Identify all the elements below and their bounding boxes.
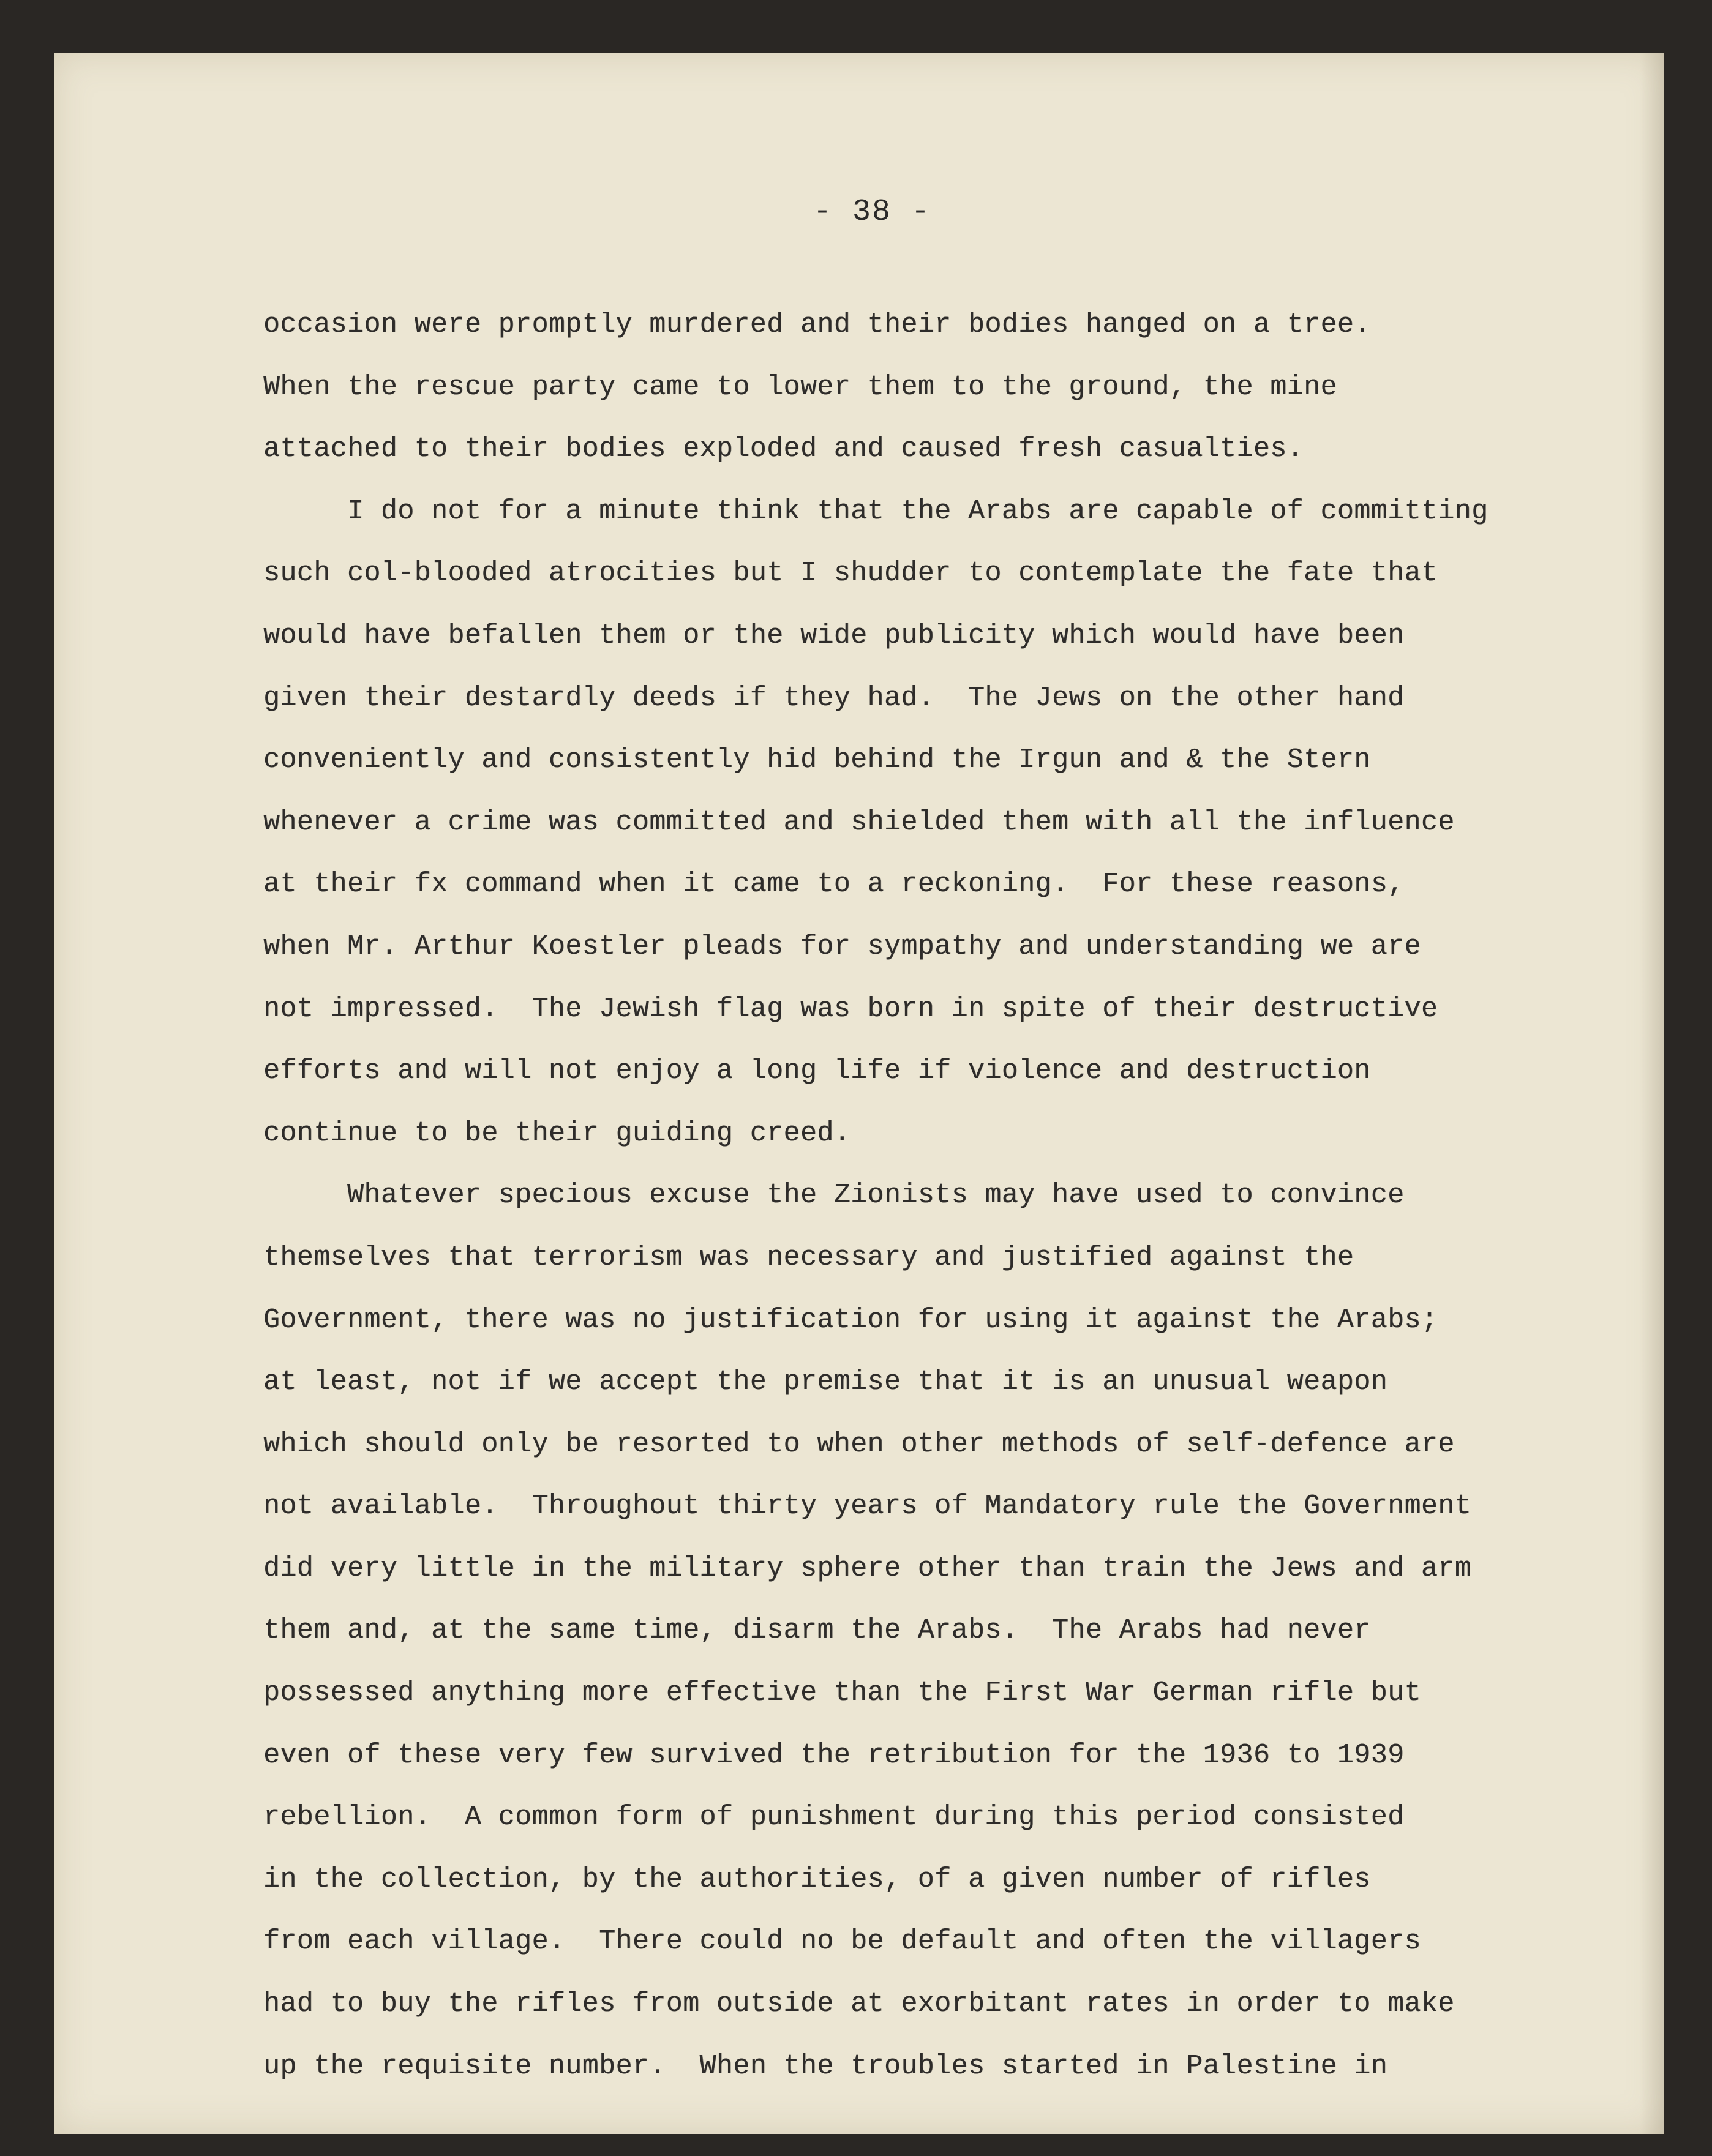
text-line: not impressed. The Jewish flag was born in spite of their destructive <box>263 993 1438 1025</box>
text-line: not available. Throughout thirty years of Mandatory rule the Government <box>263 1491 1472 1522</box>
text-line: did very little in the military sphere other than train the Jews and arm <box>263 1552 1472 1584</box>
text-line: I do not for a minute think that the Arabs are capable of committing <box>263 495 1489 527</box>
text-line: at least, not if we accept the premise that it is an unusual weapon <box>263 1366 1388 1398</box>
text-line: had to buy the rifles from outside at exorbitant rates in order to make <box>263 1988 1455 2020</box>
text-line: occasion were promptly murdered and their bodies hanged on a tree. <box>263 309 1371 340</box>
text-line: continue to be their guiding creed. <box>263 1117 851 1149</box>
text-line: When the rescue party came to lower them to the ground, the mine <box>263 371 1337 403</box>
document-page <box>54 53 1664 2134</box>
text-line: would have befallen them or the wide publicity which would have been <box>263 619 1405 651</box>
text-line: them and, at the same time, disarm the Arabs. The Arabs had never <box>263 1615 1371 1647</box>
text-line: Whatever specious excuse the Zionists may have used to convince <box>263 1180 1405 1211</box>
text-line: in the collection, by the authorities, of a given number of rifles <box>263 1863 1371 1895</box>
text-line: whenever a crime was committed and shielded them with all the influence <box>263 806 1455 838</box>
text-line: when Mr. Arthur Koestler pleads for sympathy and understanding we are <box>263 930 1421 962</box>
body-text <box>263 294 1684 2097</box>
page-number: - 38 - <box>813 195 931 230</box>
text-line: rebellion. A common form of punishment during this period consisted <box>263 1802 1405 1833</box>
text-line: which should only be resorted to when other methods of self-defence are <box>263 1428 1455 1460</box>
text-line: themselves that terrorism was necessary and justified against the <box>263 1241 1354 1273</box>
text-line: given their destardly deeds if they had. The Jews on the other hand <box>263 682 1405 714</box>
text-line: conveniently and consistently hid behind the Irgun and & the Stern <box>263 744 1371 776</box>
text-line: up the requisite number. When the troubles started in Palestine in <box>263 2050 1388 2082</box>
text-line: possessed anything more effective than the First War German rifle but <box>263 1677 1421 1709</box>
text-line: attached to their bodies exploded and caused fresh casualties. <box>263 433 1304 465</box>
text-line: even of these very few survived the retribution for the 1936 to 1939 <box>263 1739 1405 1771</box>
text-line: at their fx command when it came to a reckoning. For these reasons, <box>263 869 1405 900</box>
text-line: from each village. There could no be default and often the villagers <box>263 1926 1421 1958</box>
text-line: efforts and will not enjoy a long life if violence and destruction <box>263 1055 1371 1087</box>
text-line: such col-blooded atrocities but I shudder to contemplate the fate that <box>263 558 1438 590</box>
text-line: Government, there was no justification for using it against the Arabs; <box>263 1304 1438 1336</box>
